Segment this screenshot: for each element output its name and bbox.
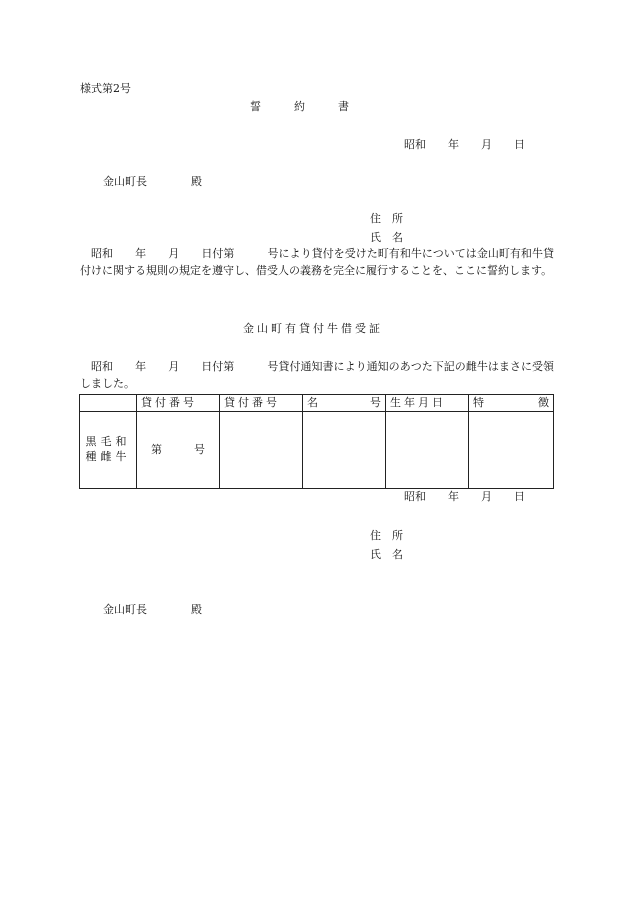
number-prefix: 第 (151, 442, 162, 456)
addressee: 金山町長 殿 (103, 175, 202, 188)
cattle-table (79, 394, 554, 489)
date-line: 昭和 年 月 日 (404, 138, 525, 151)
breed-line-2: 種雌牛 (85, 450, 131, 463)
header-name (303, 395, 386, 412)
date-line-2: 昭和 年 月 日 (404, 490, 525, 503)
breed-cell (80, 412, 137, 489)
table-row (80, 412, 554, 489)
receipt-title: 金山町有貸付牛借受証 (243, 322, 383, 335)
header-name-right: 号 (370, 395, 381, 409)
number-suffix: 号 (194, 442, 205, 456)
page-title: 誓 約 書 (250, 100, 349, 113)
address-label-2: 住 所 (370, 529, 403, 542)
receipt-text: 昭和 年 月 日付第 号貸付通知書により通知のあつた下記の雌牛はまさに受領しました。 (80, 360, 554, 390)
header-loan-number-2: 貸付番号 (220, 395, 303, 412)
address-label: 住 所 (370, 212, 403, 225)
addressee-2: 金山町長 殿 (103, 603, 202, 616)
birth-date-cell (386, 412, 469, 489)
name-label: 氏 名 (370, 231, 403, 244)
name-cell (303, 412, 386, 489)
header-features-right: 徴 (538, 395, 549, 409)
pledge-text: 昭和 年 月 日付第 号により貸付を受けた町有和牛については金山町有和牛貸付けに関する規則の規定を遵守し、借受人の義務を完全に履行することを、ここに誓約します。 (80, 247, 554, 277)
header-features (469, 395, 554, 412)
features-cell (469, 412, 554, 489)
header-birth-date: 生年月日 (386, 395, 469, 412)
header-blank (80, 395, 137, 412)
form-number: 様式第2号 (80, 82, 131, 95)
number-cell (137, 412, 220, 489)
breed-line-1: 黒毛和 (85, 435, 131, 449)
header-loan-number: 貸付番号 (137, 395, 220, 412)
header-features-left: 特 (473, 395, 484, 409)
name-label-2: 氏 名 (370, 548, 403, 561)
header-name-left: 名 (307, 395, 318, 409)
table-header-row (80, 395, 554, 412)
loan-number-cell (220, 412, 303, 489)
